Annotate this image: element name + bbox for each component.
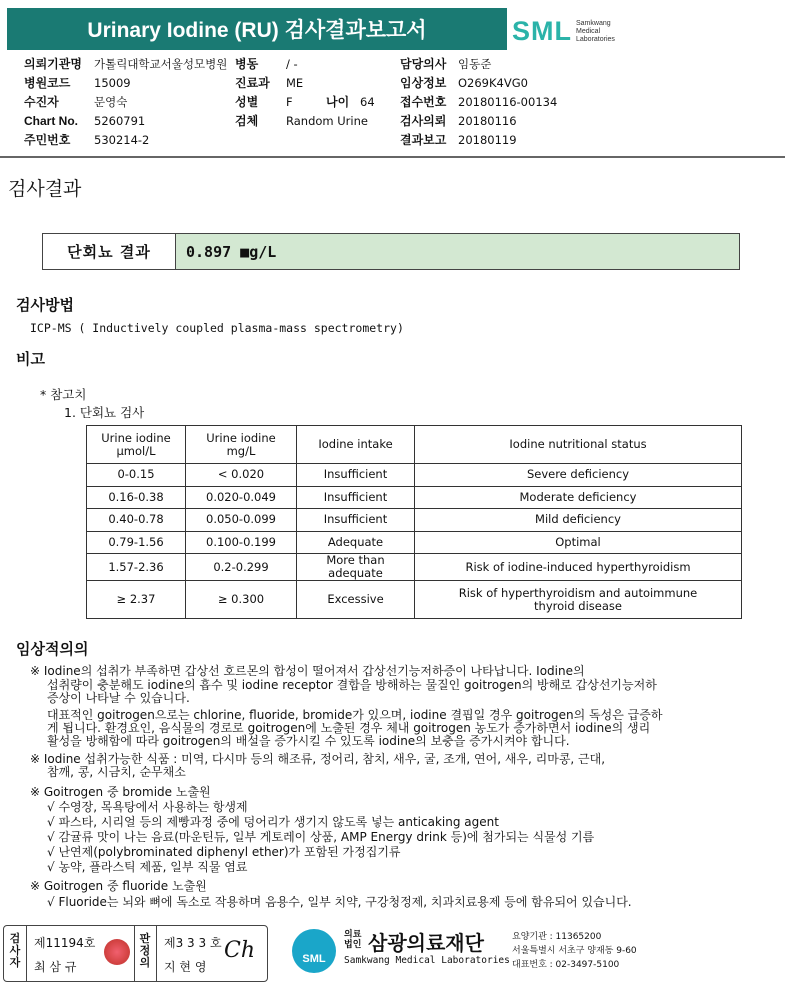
- report-title: Urinary Iodine (RU) 검사결과보고서: [7, 8, 507, 50]
- receipt-label: 접수번호: [400, 95, 447, 109]
- clinical-bullet: √ 파스타, 시리얼 등의 제빵과정 중에 덩어리가 생기지 않도록 넣는 anticaking agent: [47, 815, 499, 829]
- hospital-code-label: 병원코드: [24, 76, 71, 90]
- specimen-value: Random Urine: [286, 114, 368, 128]
- ward-label: 병동: [235, 57, 259, 71]
- receipt-value: 20180116-00134: [458, 95, 558, 109]
- patient-value: 문영숙: [94, 95, 128, 109]
- clinical-line: ※ Iodine의 섭취가 부족하면 갑상선 호르몬의 합성이 떨어져서 갑상선기능저하증이 나타납니다. Iodine의: [30, 664, 585, 678]
- result-label: 단회뇨 결과: [43, 234, 176, 269]
- org-english-name: Samkwang Medical Laboratories: [344, 955, 510, 966]
- divider: [26, 926, 27, 981]
- header-divider: [0, 156, 785, 158]
- request-date-label: 검사의뢰: [400, 114, 447, 128]
- id-label: 주민번호: [24, 133, 71, 147]
- logo-mark: SML: [512, 16, 572, 46]
- id-value: 530214-2: [94, 133, 150, 147]
- clinical-bullet: √ Fluoride는 뇌와 뼈에 독소로 작용하며 음용수, 일부 치약, 구강청정제, 치과치료용제 등에 함유되어 있습니다.: [47, 895, 632, 909]
- table-header-cell: Iodine nutritional status: [415, 426, 742, 464]
- org-phone: 대표번호 : 02-3497-5100: [512, 960, 620, 970]
- table-cell: 0.79-1.56: [87, 531, 186, 554]
- clinical-line: 증상이 나타날 수 있습니다.: [47, 691, 190, 705]
- org-code: 요양기관 : 11365200: [512, 932, 602, 942]
- table-header-cell: Iodine intake: [297, 426, 415, 464]
- table-cell: More than adequate: [297, 554, 415, 581]
- reference-table: [86, 425, 742, 619]
- table-cell: Insufficient: [297, 464, 415, 487]
- org-address: 서울특별시 서초구 양재동 9-60: [512, 946, 637, 956]
- table-cell: 0.020-0.049: [186, 486, 297, 509]
- table-row: [87, 554, 742, 581]
- sex-value: F: [286, 95, 293, 109]
- table-cell: 1.57-2.36: [87, 554, 186, 581]
- clinical-info-label: 임상정보: [400, 76, 447, 90]
- confirm-signature: Ch: [224, 938, 256, 963]
- table-cell: < 0.020: [186, 464, 297, 487]
- table-cell: Adequate: [297, 531, 415, 554]
- table-cell: 0.40-0.78: [87, 509, 186, 532]
- request-date-value: 20180116: [458, 114, 517, 128]
- confirm-label: 판정의: [139, 932, 151, 969]
- table-cell: Mild deficiency: [415, 509, 742, 532]
- specimen-label: 검체: [235, 114, 259, 128]
- table-row: [87, 464, 742, 487]
- table-cell: Insufficient: [297, 486, 415, 509]
- clinical-bullet: √ 수영장, 목욕탕에서 사용하는 항생제: [47, 800, 248, 814]
- examiner-seal: [104, 939, 130, 965]
- clinical-line: 활성을 방해함에 따라 goitrogen의 배설을 증가시킬 수 있도록 iodine의 보충을 증가시켜야 합니다.: [47, 734, 570, 748]
- clinical-bullet: √ 감귤류 맛이 나는 음료(마운틴듀, 일부 게토레이 상품, AMP Energy drink 등)에 첨가되는 식물성 기름: [47, 830, 595, 844]
- table-cell: 0-0.15: [87, 464, 186, 487]
- clinical-bullet: √ 난연제(polybrominated diphenyl ether)가 포함된 가정집기류: [47, 845, 401, 859]
- sml-footer-logo: SML: [292, 929, 336, 973]
- age-label: 나이: [326, 95, 350, 109]
- divider: [156, 926, 157, 981]
- table-cell: ≥ 2.37: [87, 581, 186, 619]
- clinical-line: ※ Goitrogen 중 fluoride 노출원: [30, 879, 207, 893]
- clinical-line: ※ Iodine 섭취가능한 식품 : 미역, 다시마 등의 해조류, 정어리, 참치, 새우, 굴, 조개, 연어, 새우, 리마콩, 근대,: [30, 752, 606, 766]
- header-info: [24, 55, 784, 151]
- dept-value: ME: [286, 76, 304, 90]
- table-header-cell: Urine iodine μmol/L: [87, 426, 186, 464]
- chart-label: Chart No.: [24, 114, 78, 128]
- report-date-value: 20180119: [458, 133, 517, 147]
- org-prefix: 의료 법인: [344, 930, 362, 950]
- clinical-line: 대표적인 goitrogen으로는 chlorine, fluoride, bromide가 있으며, iodine 결핍일 경우 goitrogen의 독성은 급증하: [47, 708, 663, 722]
- method-heading: 검사방법: [16, 296, 74, 314]
- chart-value: 5260791: [94, 114, 146, 128]
- table-cell: 0.100-0.199: [186, 531, 297, 554]
- clinical-line: 참깨, 콩, 시금치, 순무채소: [47, 765, 186, 779]
- clinical-line: 게 됩니다. 환경요인, 음식물의 경로로 goitrogen에 노출된 경우 체내 goitrogen 농도가 증가하면서 iodine의 생리: [47, 721, 651, 735]
- table-row: [87, 581, 742, 619]
- table-cell: 0.2-0.299: [186, 554, 297, 581]
- table-row: [87, 531, 742, 554]
- clinical-bullet: √ 농약, 플라스틱 제품, 일부 직물 염료: [47, 860, 248, 874]
- org-name: 삼광의료재단: [368, 931, 484, 955]
- table-cell: Severe deficiency: [415, 464, 742, 487]
- age-value: 64: [360, 95, 375, 109]
- sml-logo: [512, 14, 632, 50]
- table-header-cell: Urine iodine mg/L: [186, 426, 297, 464]
- table-cell: Excessive: [297, 581, 415, 619]
- clinical-heading: 임상적의의: [16, 640, 89, 658]
- examiner-label: 검사자: [9, 932, 21, 969]
- confirm-number: 제3 3 3 호: [164, 936, 222, 950]
- dept-label: 진료과: [235, 76, 270, 90]
- table-cell: Insufficient: [297, 509, 415, 532]
- logo-subtitle: Samkwang Medical Laboratories: [576, 20, 615, 43]
- table-row: [87, 509, 742, 532]
- sex-label: 성별: [235, 95, 259, 109]
- result-value: 0.897 ■g/L: [176, 234, 739, 269]
- method-text: ICP-MS ( Inductively coupled plasma-mass spectrometry): [30, 321, 404, 335]
- table-cell: 0.16-0.38: [87, 486, 186, 509]
- table-cell: Risk of hyperthyroidism and autoimmune thyroid disease: [415, 581, 742, 619]
- institution-label: 의뢰기관명: [24, 57, 82, 71]
- report-date-label: 결과보고: [400, 133, 447, 147]
- reference-title: * 참고치: [40, 387, 87, 402]
- clinical-info-value: O269K4VG0: [458, 76, 528, 90]
- patient-label: 수진자: [24, 95, 59, 109]
- table-cell: Risk of iodine-induced hyperthyroidism: [415, 554, 742, 581]
- clinical-line: 섭취량이 충분해도 iodine의 흡수 및 iodine receptor 결합을 방해하는 물질인 goitrogen의 방해로 갑상선기능저하: [47, 678, 657, 692]
- examiner-name: 최 삼 규: [34, 960, 77, 974]
- table-cell: Optimal: [415, 531, 742, 554]
- results-heading: 검사결과: [8, 178, 82, 200]
- table-cell: ≥ 0.300: [186, 581, 297, 619]
- reference-subtitle: 1. 단회뇨 검사: [64, 405, 145, 420]
- hospital-code-value: 15009: [94, 76, 131, 90]
- institution-value: 가톨릭대학교서울성모병원: [94, 57, 228, 71]
- signature-box: [3, 925, 268, 982]
- doctor-label: 담당의사: [400, 57, 447, 71]
- divider: [134, 926, 135, 981]
- examiner-number: 제11194호: [34, 936, 96, 950]
- result-box: [42, 233, 740, 270]
- table-row: [87, 486, 742, 509]
- remarks-heading: 비고: [16, 350, 45, 368]
- table-cell: Moderate deficiency: [415, 486, 742, 509]
- org-contact: [512, 930, 637, 972]
- table-header-row: [87, 426, 742, 464]
- ward-value: / -: [286, 57, 298, 71]
- doctor-value: 임동준: [458, 57, 492, 71]
- confirm-name: 지 현 영: [164, 960, 207, 974]
- table-cell: 0.050-0.099: [186, 509, 297, 532]
- clinical-line: ※ Goitrogen 중 bromide 노출원: [30, 785, 211, 799]
